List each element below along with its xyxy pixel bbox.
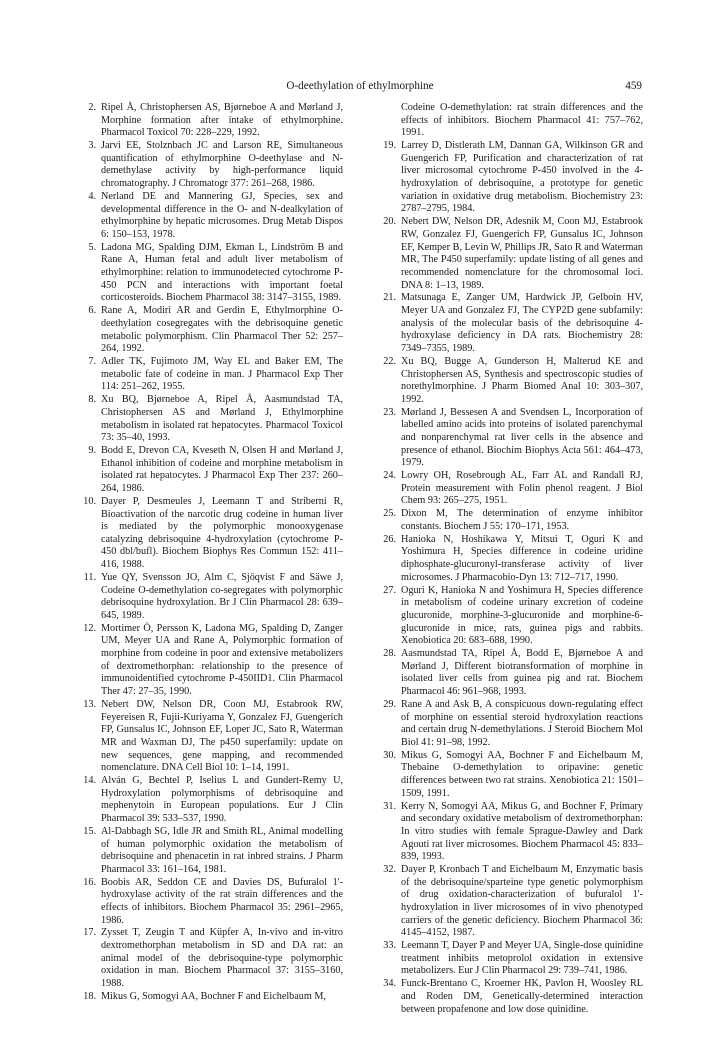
- reference-entry: [378, 801, 643, 864]
- reference-entry: [378, 648, 643, 699]
- reference-text: Nebert DW, Nelson DR, Adesnik M, Coon MJ, Estabrook RW, Gonzalez FJ, Guengerich FP, Gunsalus IC, Johnson EF, Kemper B, Levin W, Phillips JR, Sato R and Waterman MR, The P450 superfamily: update listing of all genes and recommended nomenclature for the chromosomal loci. DNA 8: 1–13, 1989.: [401, 216, 643, 291]
- reference-entry: [78, 102, 343, 140]
- reference-text: Xu BQ, Bjørneboe A, Ripel Å, Aasmundstad TA, Christophersen AS and Mørland J, Ethylmorphine metabolism in isolated rat hepatocytes. Pharmacol Toxicol 73: 35–40, 1993.: [101, 394, 343, 444]
- reference-entry: [378, 940, 643, 978]
- right-reference-column: [378, 102, 643, 1016]
- reference-text: Mortimer Ö, Persson K, Ladona MG, Spalding D, Zanger UM, Meyer UA and Rane A, Polymorphic formation of morphine from codeine in poor and extensive metabolizers of dextromethorphan: relationship to the presence of immunoidentified cytochrome P-450IID1. Clin Pharmacol Ther 47: 27–35, 1990.: [101, 622, 343, 698]
- reference-text: Dayer P, Kronbach T and Eichelbaum M, Enzymatic basis of the debrisoquine/sparteine type genetic polymorphism of drug oxidation-characterization of bufuralol 1'-hydroxylation in liver microsomes of in vivo phenotyped carriers of the genetic deficiency. Biochem Pharmacol 36: 4145–4152, 1987.: [401, 864, 643, 939]
- reference-number: 7.: [88, 356, 96, 368]
- reference-entry: [78, 991, 343, 1004]
- reference-number: 10.: [83, 495, 96, 507]
- reference-text: Nerland DE and Mannering GJ, Species, sex and developmental difference in the O- and N-dealkylation of ethylmorphine by hepatic microsomes. Drug Metab Dispos 6: 150–153, 1978.: [101, 190, 343, 240]
- reference-entry: [378, 216, 643, 292]
- reference-text: Zysset T, Zeugin T and Küpfer A, In-vivo and in-vitro dextromethorphan metabolism in SD and DA rat: an animal model of the debrisoquine-type polymorphic oxidation in man. Biochem Pharmacol 37: 3155–3160, 1988.: [101, 927, 343, 990]
- reference-entry: [378, 585, 643, 648]
- reference-number: 34.: [383, 978, 396, 990]
- running-title: O-deethylation of ethylmorphine: [286, 80, 434, 92]
- reference-number: 32.: [383, 864, 396, 875]
- reference-number: 27.: [383, 584, 396, 596]
- reference-number: 25.: [383, 508, 396, 520]
- reference-text: Dixon M, The determination of enzyme inhibitor constants. Biochem J 55: 170–171, 1953.: [401, 508, 643, 532]
- reference-text: Al-Dabbagh SG, Idle JR and Smith RL, Animal modelling of human polymorphic oxidation the metabolism of debrisoquine and phenacetin in rat inbred strains. J Pharm Pharmacol 33: 161–164, 1981.: [101, 825, 343, 875]
- reference-text: Dayer P, Desmeules J, Leemann T and Striberni R, Bioactivation of the narcotic drug codeine in human liver is mediated by the polymorphic monooxygenase catalyzing debrisoquine 4-hydroxylation (cytochrome P-450 dbl/bufl). Biochem Biophys Res Commun 152: 411–416, 1988.: [101, 495, 343, 571]
- reference-number: 26.: [383, 533, 396, 545]
- reference-number: 2.: [88, 102, 96, 113]
- reference-entry: [378, 140, 643, 216]
- reference-text: Rane A and Ask B, A conspicuous down-regulating effect of morphine on essential steroid hydroxylation reactions and certain drug N-demethylations. J Steroid Biochem Mol Biol 41: 91–98, 1992.: [401, 698, 643, 748]
- reference-number: 12.: [83, 622, 96, 634]
- reference-number: 14.: [83, 775, 96, 787]
- reference-number: 23.: [383, 406, 396, 418]
- reference-number: 4.: [88, 190, 96, 202]
- reference-text: Boobis AR, Seddon CE and Davies DS, Bufuralol 1'-hydroxylase activity of the rat strain differences and the effects of inhibitors. Biochem Pharmacol 35: 2961–2965, 1986.: [101, 876, 343, 926]
- reference-number: 3.: [88, 140, 96, 152]
- reference-entry: [378, 102, 643, 140]
- reference-number: 17.: [83, 927, 96, 939]
- reference-text: Bodd E, Drevon CA, Kveseth N, Olsen H and Mørland J, Ethanol inhibition of codeine and morphine metabolism in isolated rat hepatocytes. J Pharmacol Exp Ther 237: 260–264, 1986.: [101, 445, 343, 494]
- reference-text: Matsunaga E, Zanger UM, Hardwick JP, Gelboin HV, Meyer UA and Gonzalez FJ, The CYP2D gene subfamily: analysis of the molecular basis of the debrisoquine 4-hydroxylase deficiency in DA rats. Biochemistry 28: 7349–7355, 1989.: [401, 292, 643, 355]
- reference-entry: [378, 978, 643, 1016]
- reference-entry: [78, 877, 343, 928]
- reference-number: 33.: [383, 940, 396, 952]
- reference-entry: [78, 623, 343, 699]
- reference-text: Larrey D, Distlerath LM, Dannan GA, Wilkinson GR and Guengerich FP, Purification and characterization of rat liver microsomal cytochrome P-450 involved in the 4-hydroxylation of debrisoquine, a prototype for genetic variation in oxidative drug metabolism. Biochemistry 23: 2787–2795, 1984.: [401, 140, 643, 215]
- reference-text: Adler TK, Fujimoto JM, Way EL and Baker EM, The metabolic fate of codeine in man. J Pharmacol Exp Ther 114: 251–262, 1955.: [101, 356, 343, 393]
- reference-entry: [78, 699, 343, 775]
- page-number: 459: [625, 80, 642, 92]
- reference-number: 13.: [83, 698, 96, 710]
- reference-number: 30.: [383, 749, 396, 761]
- reference-text: Hanioka N, Hoshikawa Y, Mitsui T, Oguri K and Yoshimura H, Species difference in codeine uridine diphosphate-glucuronyl-transferase activity of liver microsomes. J Pharmacobio-Dyn 13: 712–717, 1990.: [401, 533, 643, 583]
- reference-number: 20.: [383, 216, 396, 228]
- reference-text: Xu BQ, Bugge A, Gunderson H, Malterud KE and Christophersen AS, Synthesis and spectroscopic studies of norethylmorphine. J Pharm Biomed Anal 10: 303–307, 1992.: [401, 355, 643, 405]
- reference-text: Alván G, Bechtel P, Iselius L and Gundert-Remy U, Hydroxylation polymorphisms of debrisoquine and mephenytoin in European populations. Eur J Clin Pharmacol 39: 533–537, 1990.: [101, 775, 343, 824]
- reference-number: 6.: [88, 305, 96, 317]
- reference-text: Lowry OH, Rosebrough AL, Farr AL and Randall RJ, Protein measurement with Folin phenol reagent. J Biol Chem 93: 265–275, 1951.: [401, 470, 643, 507]
- reference-entry: [378, 864, 643, 940]
- reference-entry: [78, 356, 343, 394]
- reference-text: Leemann T, Dayer P and Meyer UA, Single-dose quinidine treatment inhibits metoprolol oxidation in extensive metabolizers. Eur J Clin Pharmacol 29: 739–741, 1986.: [401, 940, 643, 977]
- reference-text: Rane A, Modiri AR and Gerdin E, Ethylmorphine O-deethylation cosegregates with the debrisoquine genetic metabolic polymorphism. Clin Pharmacol Ther 52: 257–264, 1992.: [101, 305, 343, 355]
- reference-text: Mikus G, Somogyi AA, Bochner F and Eichelbaum M, Thebaine O-demethylation to oripavine: genetic differences between two rat strains. Xenobiotica 21: 1501–1509, 1991.: [401, 749, 643, 799]
- reference-number: 9.: [88, 445, 96, 457]
- reference-text: Mikus G, Somogyi AA, Bochner F and Eichelbaum M,: [101, 990, 326, 1002]
- reference-number: 19.: [383, 140, 396, 152]
- reference-entry: [378, 356, 643, 407]
- reference-entry: [378, 407, 643, 470]
- reference-number: 16.: [83, 876, 96, 888]
- reference-text: Funck-Brentano C, Kroemer HK, Pavlon H, Woosley RL and Roden DM, Genetically-determined interaction between propafenone and low dose quinidine.: [401, 978, 643, 1015]
- reference-entry: [78, 445, 343, 496]
- reference-text: Oguri K, Hanioka N and Yoshimura H, Species difference in metabolism of codeine urinary excretion of codeine glucuronide, morphine-3-glucuronide and morphine-6-glucuronide in mice, rats, guinea pigs and rabbits. Xenobiotica 20: 683–688, 1990.: [401, 584, 643, 647]
- reference-entry: [378, 534, 643, 585]
- reference-entry: [78, 191, 343, 242]
- reference-number: 24.: [383, 470, 396, 482]
- reference-entry: [378, 470, 643, 508]
- reference-text: Codeine O-demethylation: rat strain differences and the effects of inhibitors. Biochem Pharmacol 41: 757–762, 1991.: [401, 102, 643, 139]
- reference-entry: [78, 140, 343, 191]
- reference-number: 8.: [88, 394, 96, 406]
- reference-text: Ripel Å, Christophersen AS, Bjørneboe A and Mørland J, Morphine formation after intake of ethylmorphine. Pharmacol Toxicol 70: 228–229, 1992.: [101, 102, 343, 139]
- reference-number: 28.: [383, 648, 396, 660]
- reference-number: 31.: [383, 800, 396, 812]
- reference-number: 18.: [83, 990, 96, 1002]
- reference-number: 5.: [88, 241, 96, 253]
- reference-number: 11.: [83, 571, 96, 583]
- reference-entry: [378, 292, 643, 355]
- reference-entry: [78, 496, 343, 572]
- reference-entry: [78, 775, 343, 826]
- reference-number: 22.: [383, 355, 396, 367]
- reference-text: Ladona MG, Spalding DJM, Ekman L, Lindström B and Rane A, Human fetal and adult liver metabolism of ethylmorphine: relation to immunodetected cytochrome P-450 PCN and interactions with important foetal corticosteroids. Biochem Pharmacol 38: 3147–3155, 1989.: [101, 241, 343, 304]
- reference-text: Kerry N, Somogyi AA, Mikus G, and Bochner F, Primary and secondary oxidative metabolism of dextromethorphan: In vitro studies with female Sprague-Dawley and Dark Agouti rat liver microsomes. Biochem Pharmacol 45: 833–839, 1993.: [401, 800, 643, 863]
- reference-number: 21.: [383, 292, 396, 304]
- reference-number: 15.: [83, 825, 96, 837]
- reference-entry: [78, 305, 343, 356]
- reference-entry: [378, 508, 643, 533]
- reference-text: Mørland J, Bessesen A and Svendsen L, Incorporation of labelled amino acids into proteins of isolated parenchymal and nonparenchymal rat liver cells in the absence and presence of ethanol. Biochim Biophys Acta 561: 464–473, 1979.: [401, 406, 643, 469]
- reference-text: Yue QY, Svensson JO, Alm C, Sjöqvist F and Säwe J, Codeine O-demethylation co-segregates with polymorphic debrisoquine hydroxylation. Br J Clin Pharmacol 28: 639–645, 1989.: [101, 571, 343, 621]
- reference-entry: [378, 699, 643, 750]
- reference-entry: [78, 394, 343, 445]
- reference-text: Jarvi EE, Stolznbach JC and Larson RE, Simultaneous quantification of ethylmorphine O-deethylase and N-demethylase activity by high-performance liquid chromatography. J Chromatogr 377: 261–268, 1986.: [101, 140, 343, 190]
- reference-number: 29.: [383, 698, 396, 710]
- reference-entry: [378, 750, 643, 801]
- left-reference-column: [78, 102, 343, 1004]
- reference-entry: [78, 242, 343, 305]
- reference-entry: [78, 572, 343, 623]
- reference-entry: [78, 826, 343, 877]
- reference-text: Nebert DW, Nelson DR, Coon MJ, Estabrook RW, Feyereisen R, Fujii-Kuriyama Y, Gonzalez FJ, Guengerich FP, Gunsalus IC, Johnson EF, Loper JC, Sato R, Waterman MR and Waxman DJ, The p450 superfamily: update on new sequences, gene mapping, and recommended nomenclature. DNA Cell Biol 10: 1–14, 1991.: [101, 698, 343, 774]
- reference-entry: [78, 927, 343, 990]
- page-header: [0, 78, 720, 94]
- reference-text: Aasmundstad TA, Ripel Å, Bodd E, Bjørneboe A and Mørland J, Different biotransformation of morphine in isolated liver cells from guinea pig and rat. Biochem Pharmacol 46: 961–968, 1993.: [401, 648, 643, 698]
